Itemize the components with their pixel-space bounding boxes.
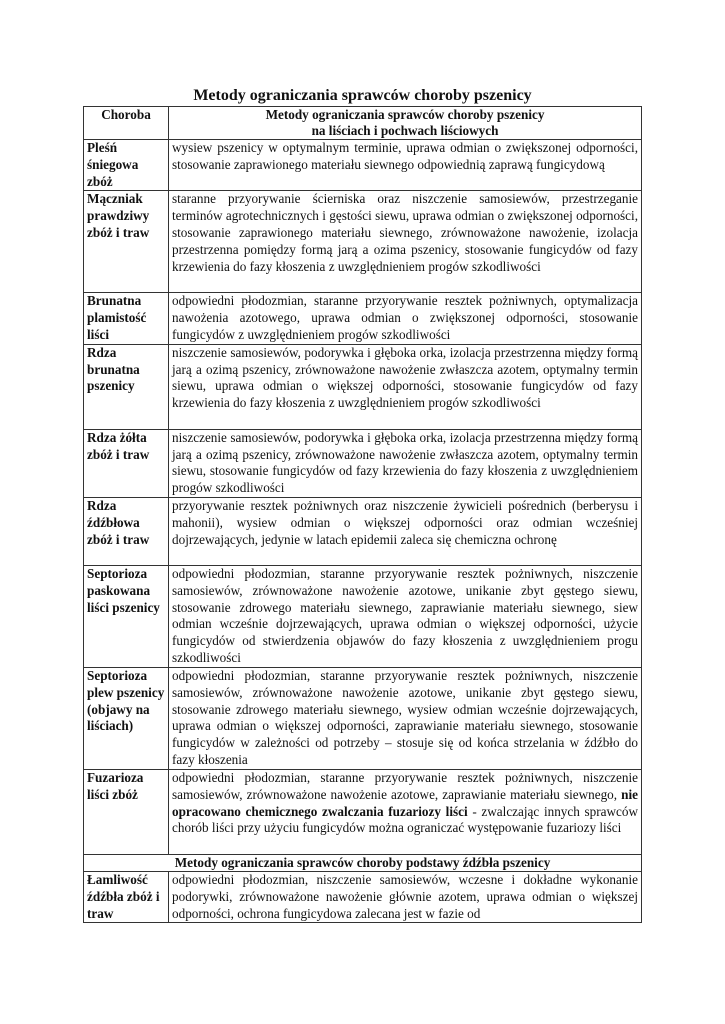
disease-name: Rdza brunatna pszenicy [84,344,169,429]
table-header-row [84,107,642,140]
table-row [84,769,642,854]
disease-methods: wysiew pszenicy w optymalnym terminie, uprawa odmian o zwiększonej odporności, stosowanie zaprawionego materiału siewnego odpowiednią zaprawą fungicydową [169,140,642,191]
table-row [84,191,642,293]
table-row [84,140,642,191]
disease-methods [169,769,642,854]
header-methods [169,107,642,140]
section-title: Metody ograniczania sprawców choroby podstawy źdźbła pszenicy [84,854,642,871]
document-title: Metody ograniczania sprawców choroby pszenicy [193,87,532,104]
disease-methods: staranne przyorywanie ścierniska oraz niszczenie samosiewów, przestrzeganie terminów agrotechnicznych i gęstości siewu, uprawa odmian o zwiększonej odporności, stosowanie zaprawionego materiału siewnego, zrównoważone nawożenie, izolacja przestrzenna pomiędzy formą jarą a ozima pszenicy, stosowanie fungicydów od fazy krzewienia do fazy kłoszenia z uwzględnieniem progów szkodliwości [169,191,642,293]
disease-name: Septorioza plew pszenicy (objawy na liściach) [84,667,169,769]
section-header-row [84,854,642,871]
table-row [84,497,642,565]
table-row [84,293,642,344]
disease-name: Septorioza paskowana liści pszenicy [84,565,169,667]
disease-name: Fuzarioza liści zbóż [84,769,169,854]
header-methods-line1: Metody ograniczania sprawców choroby pszenicy [265,107,545,122]
disease-name: Rdza źdźbłowa zbóż i traw [84,497,169,565]
disease-methods-table [83,106,642,923]
disease-methods: odpowiedni płodozmian, niszczenie samosiewów, wczesne i dokładne wykonanie podorywki, zrównoważone nawożenie głównie azotem, uprawa odmian o większej odporności, ochrona fungicydowa zalecana jest w fazie od [169,871,642,922]
table-row [84,344,642,429]
disease-name: Pleśń śniegowa zbóż [84,140,169,191]
disease-name: Łamliwość źdźbła zbóż i traw [84,871,169,922]
header-disease: Choroba [84,107,169,140]
disease-methods: odpowiedni płodozmian, staranne przyorywanie resztek pożniwnych, niszczenie samosiewów, zrównoważone nawożenie azotowe, unikanie zbyt gęstego siewu, stosowanie zdrowego materiału siewnego, wysiew odmian wcześnie dojrzewających, uprawa odmian o większej odporności, zaprawianie materiału siewnego, stosowanie fungicydów w zależności od potrzeby – stosuje się od końca strzelania w źdźbło do fazy kłoszenia [169,667,642,769]
disease-methods: odpowiedni płodozmian, staranne przyorywanie resztek pożniwnych, niszczenie samosiewów, zrównoważone nawożenie azotowe, unikanie zbyt gęstego siewu, stosowanie zdrowego materiału siewnego, zaprawianie materiału siewnego, siew odmian wcześnie dojrzewających, uprawa odmian o większej odporności, użycie fungicydów od stwierdzenia objawów do fazy kłoszenia z uwzględnieniem progu szkodliwości [169,565,642,667]
table-row [84,429,642,497]
disease-methods: niszczenie samosiewów, podorywka i głęboka orka, izolacja przestrzenna między formą jarą a ozimą pszenicy, zrównoważone nawożenie zwłaszcza azotem, optymalny termin siewu, uprawa odmian o większej odporności, stosowanie fungicydów od fazy krzewienia do fazy kłoszenia z uwzględnieniem progów szkodliwości [169,344,642,429]
disease-name: Rdza żółta zbóż i traw [84,429,169,497]
disease-methods: niszczenie samosiewów, podorywka i głęboka orka, izolacja przestrzenna między formą jarą a ozimą pszenicy, zrównoważone nawożenie zwłaszcza azotem, optymalny termin siewu, stosowanie fungicydów od fazy krzewienia do fazy kłoszenia z uwzględnieniem progów szkodliwości [169,429,642,497]
methods-text: odpowiedni płodozmian, staranne przyorywanie resztek pożniwnych, niszczenie samosiewów, zrównoważone nawożenie azotowe, zaprawianie materiału siewnego, [172,769,638,802]
disease-methods: odpowiedni płodozmian, staranne przyorywanie resztek pożniwnych, optymalizacja nawożenia azotowego, uprawa odmian o zwiększonej odporności, stosowanie fungicydów z uwzględnieniem progów szkodliwości [169,293,642,344]
disease-methods: przyorywanie resztek pożniwnych oraz niszczenie żywicieli pośrednich (berberysu i mahonii), wysiew odmian o większej odporności oraz odmian wcześniej dojrzewających, jedynie w latach epidemii zaleca się chemiczna ochronę [169,497,642,565]
methods-text-bold: nie opracowano chemicznego zwalczania fuzariozy liści [172,786,638,819]
header-methods-line2: na liściach i pochwach liściowych [311,123,499,138]
disease-name: Brunatna plamistość liści [84,293,169,344]
table-row [84,871,642,922]
table-row [84,565,642,667]
table-row [84,667,642,769]
methods-text: - zwalczając innych sprawców chorób liści przy użyciu fungicydów można ograniczać występowanie fuzariozy liści [172,803,639,836]
disease-name: Mączniak prawdziwy zbóż i traw [84,191,169,293]
